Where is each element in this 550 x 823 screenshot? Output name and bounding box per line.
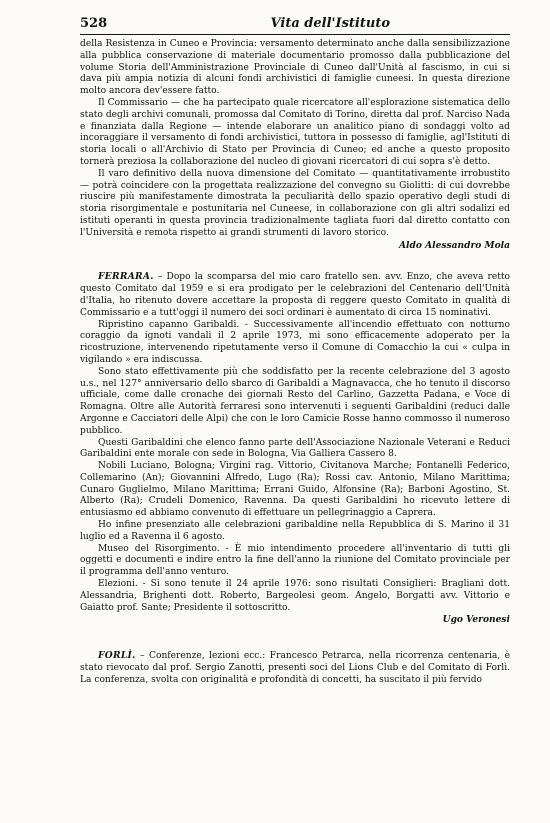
section-city: FORLÌ. [98, 650, 136, 662]
paragraph: Questi Garibaldini che elenco fanno parte dell'Associazione Nazionale Veterani e Reduci Garibaldini ente morale con sede in Bologna, Via Galliera Cassero 8. [80, 437, 510, 460]
paragraph: Ho infine presenziato alle celebrazioni garibaldine nella Repubblica di S. Marino il 31 luglio ed a Ravenna il 6 agosto. [80, 520, 510, 542]
section-city: FERRARA. [98, 271, 154, 283]
section-gap [80, 626, 510, 650]
paragraph: Il Commissario — che ha partecipato quale ricercatore all'esplorazione sistematica dello stato degli archivi comunali, promossa dal Comitato di Torino, diretta dal prof. Narciso Nada e finanziata dalla Regione — intende elaborare un analitico piano di sondaggi volto ad incoraggiare il versamento di fondi archivistici, tuttora in possesso di famiglie, agl'Istituti di storia locali o all'Archivio di Stato per Provincia di Cuneo; ed anche a questo proposito tornerà preziosa la collaborazione del nucleo di giovani ricercatori di cui sopra s'è detto. [80, 97, 510, 167]
signature: Ugo Veronesi [442, 614, 510, 626]
paragraph: Elezioni. - Si sono tenute il 24 aprile 1976: sono risultati Consiglieri: Bragliani dott. Alessandria, Brighenti dott. Roberto, Bargeolesi geom. Angelo, Borgatti avv. Vittorio e Gaiatto prof. Sante; Presidente il sottoscritto. [80, 579, 510, 613]
paragraph: Museo del Risorgimento. - È mio intendimento procedere all'inventario di tutti gli oggetti e documenti e indire entro la fine dell'anno la riunione del Comitato provinciale per il programma dell'anno venturo. [80, 543, 510, 578]
body-text [80, 39, 510, 687]
page-header [80, 16, 510, 32]
paragraph: Il varo definitivo della nuova dimensione del Comitato — quantitativamente irrobustito — potrà coincidere con la progettata realizzazione del convegno su Giolitti: di cui dovrebbe riuscire più manifestamente dimostrata la peculiarità dello spazio operativo degli studi di storia risorgimentale e postunitaria nel Cuneese, in collaborazione con gli altri sodalizi ed istituti operanti in questa provincia tradizionalmente tagliata fuori dal diretto contatto con l'Università e remota rispetto ai grandi strumenti di lavoro storico. [80, 168, 510, 238]
paragraph [80, 650, 510, 686]
paragraph: Ripristino capanno Garibaldi. - Successivamente all'incendio effettuato con notturno coraggio da ignoti vandali il 2 aprile 1973, mi sono efficacemente adoperato per la ricostruzione, intervenendo ripetutamente verso il Comune di Comacchio la cui « culpa in vigilando » era indiscussa. [80, 319, 510, 365]
signature: Aldo Alessandro Mola [399, 239, 510, 251]
page-number: 528 [80, 16, 108, 31]
section-gap [80, 251, 510, 271]
paragraph [80, 271, 510, 319]
paragraph: della Resistenza in Cuneo e Provincia: versamento determinato anche dalla sensibilizzazione alla pubblica conservazione di materiale documentario promosso dalla pubblicazione del volume Storia dell'Amministrazione Provinciale di Cuneo dall'Unità al fascismo, in cui si dava più ampia notizia di alcuni fondi archivistici di famiglie cuneesi. In questa direzione molto ancora dev'essere fatto. [80, 39, 510, 97]
paragraph-text: – Conferenze, lezioni ecc.: Francesco Petrarca, nella ricorrenza centenaria, è stato rievocato dal prof. Sergio Zanotti, presenti soci del Lions Club e del Comitato di Forlì. La conferenza, svolta con originalità e profondità di concetti, ha suscitato il più fervido [80, 651, 510, 685]
running-title: Vita dell'Istituto [270, 16, 390, 31]
paragraph: Sono stato effettivamente più che soddisfatto per la recente celebrazione del 3 agosto u.s., nel 127° anniversario dello sbarco di Garibaldi a Magnavacca, che ho tenuto il discorso ufficiale, come dalle cronache dei giornali Resto del Carlino, Gazzetta Padana, e Voce di Romagna. Oltre alle Autorità ferraresi sono intervenuti i seguenti Garibaldini (reduci dalle Argonne e Cacciatori delle Alpi) che con le loro Camicie Rosse hanno commosso il numeroso pubblico. [80, 366, 510, 436]
header-rule [80, 34, 510, 35]
paragraph-text: – Dopo la scomparsa del mio caro fratello sen. avv. Enzo, che aveva retto questo Comitato dal 1959 e si era prodigato per le celebrazioni del Centenario dell'Unità d'Italia, ho ritenuto dovere accettare la proposta di reggere questo Comitato in qualità di Commissario e a tutt'oggi il numero dei soci ordinari è aumentato di circa 15 nominativi. [80, 272, 510, 318]
paragraph: Nobili Luciano, Bologna; Virgini rag. Vittorio, Civitanova Marche; Fontanelli Federico, Collemarino (An); Giovannini Alfredo, Lugo (Ra); Rossi cav. Antonio, Milano Marittima; Cunaro Guglielmo, Milano Marittima; Errani Guido, Alfonsine (Ra); Barboni Agostino, St. Alberto (Ra); Crudeli Domenico, Ravenna. Da questi Garibaldini ho ricevuto lettere di entusiasmo ed abbiamo convenuto di effettuare un pellegrinaggio a Caprera. [80, 461, 510, 519]
